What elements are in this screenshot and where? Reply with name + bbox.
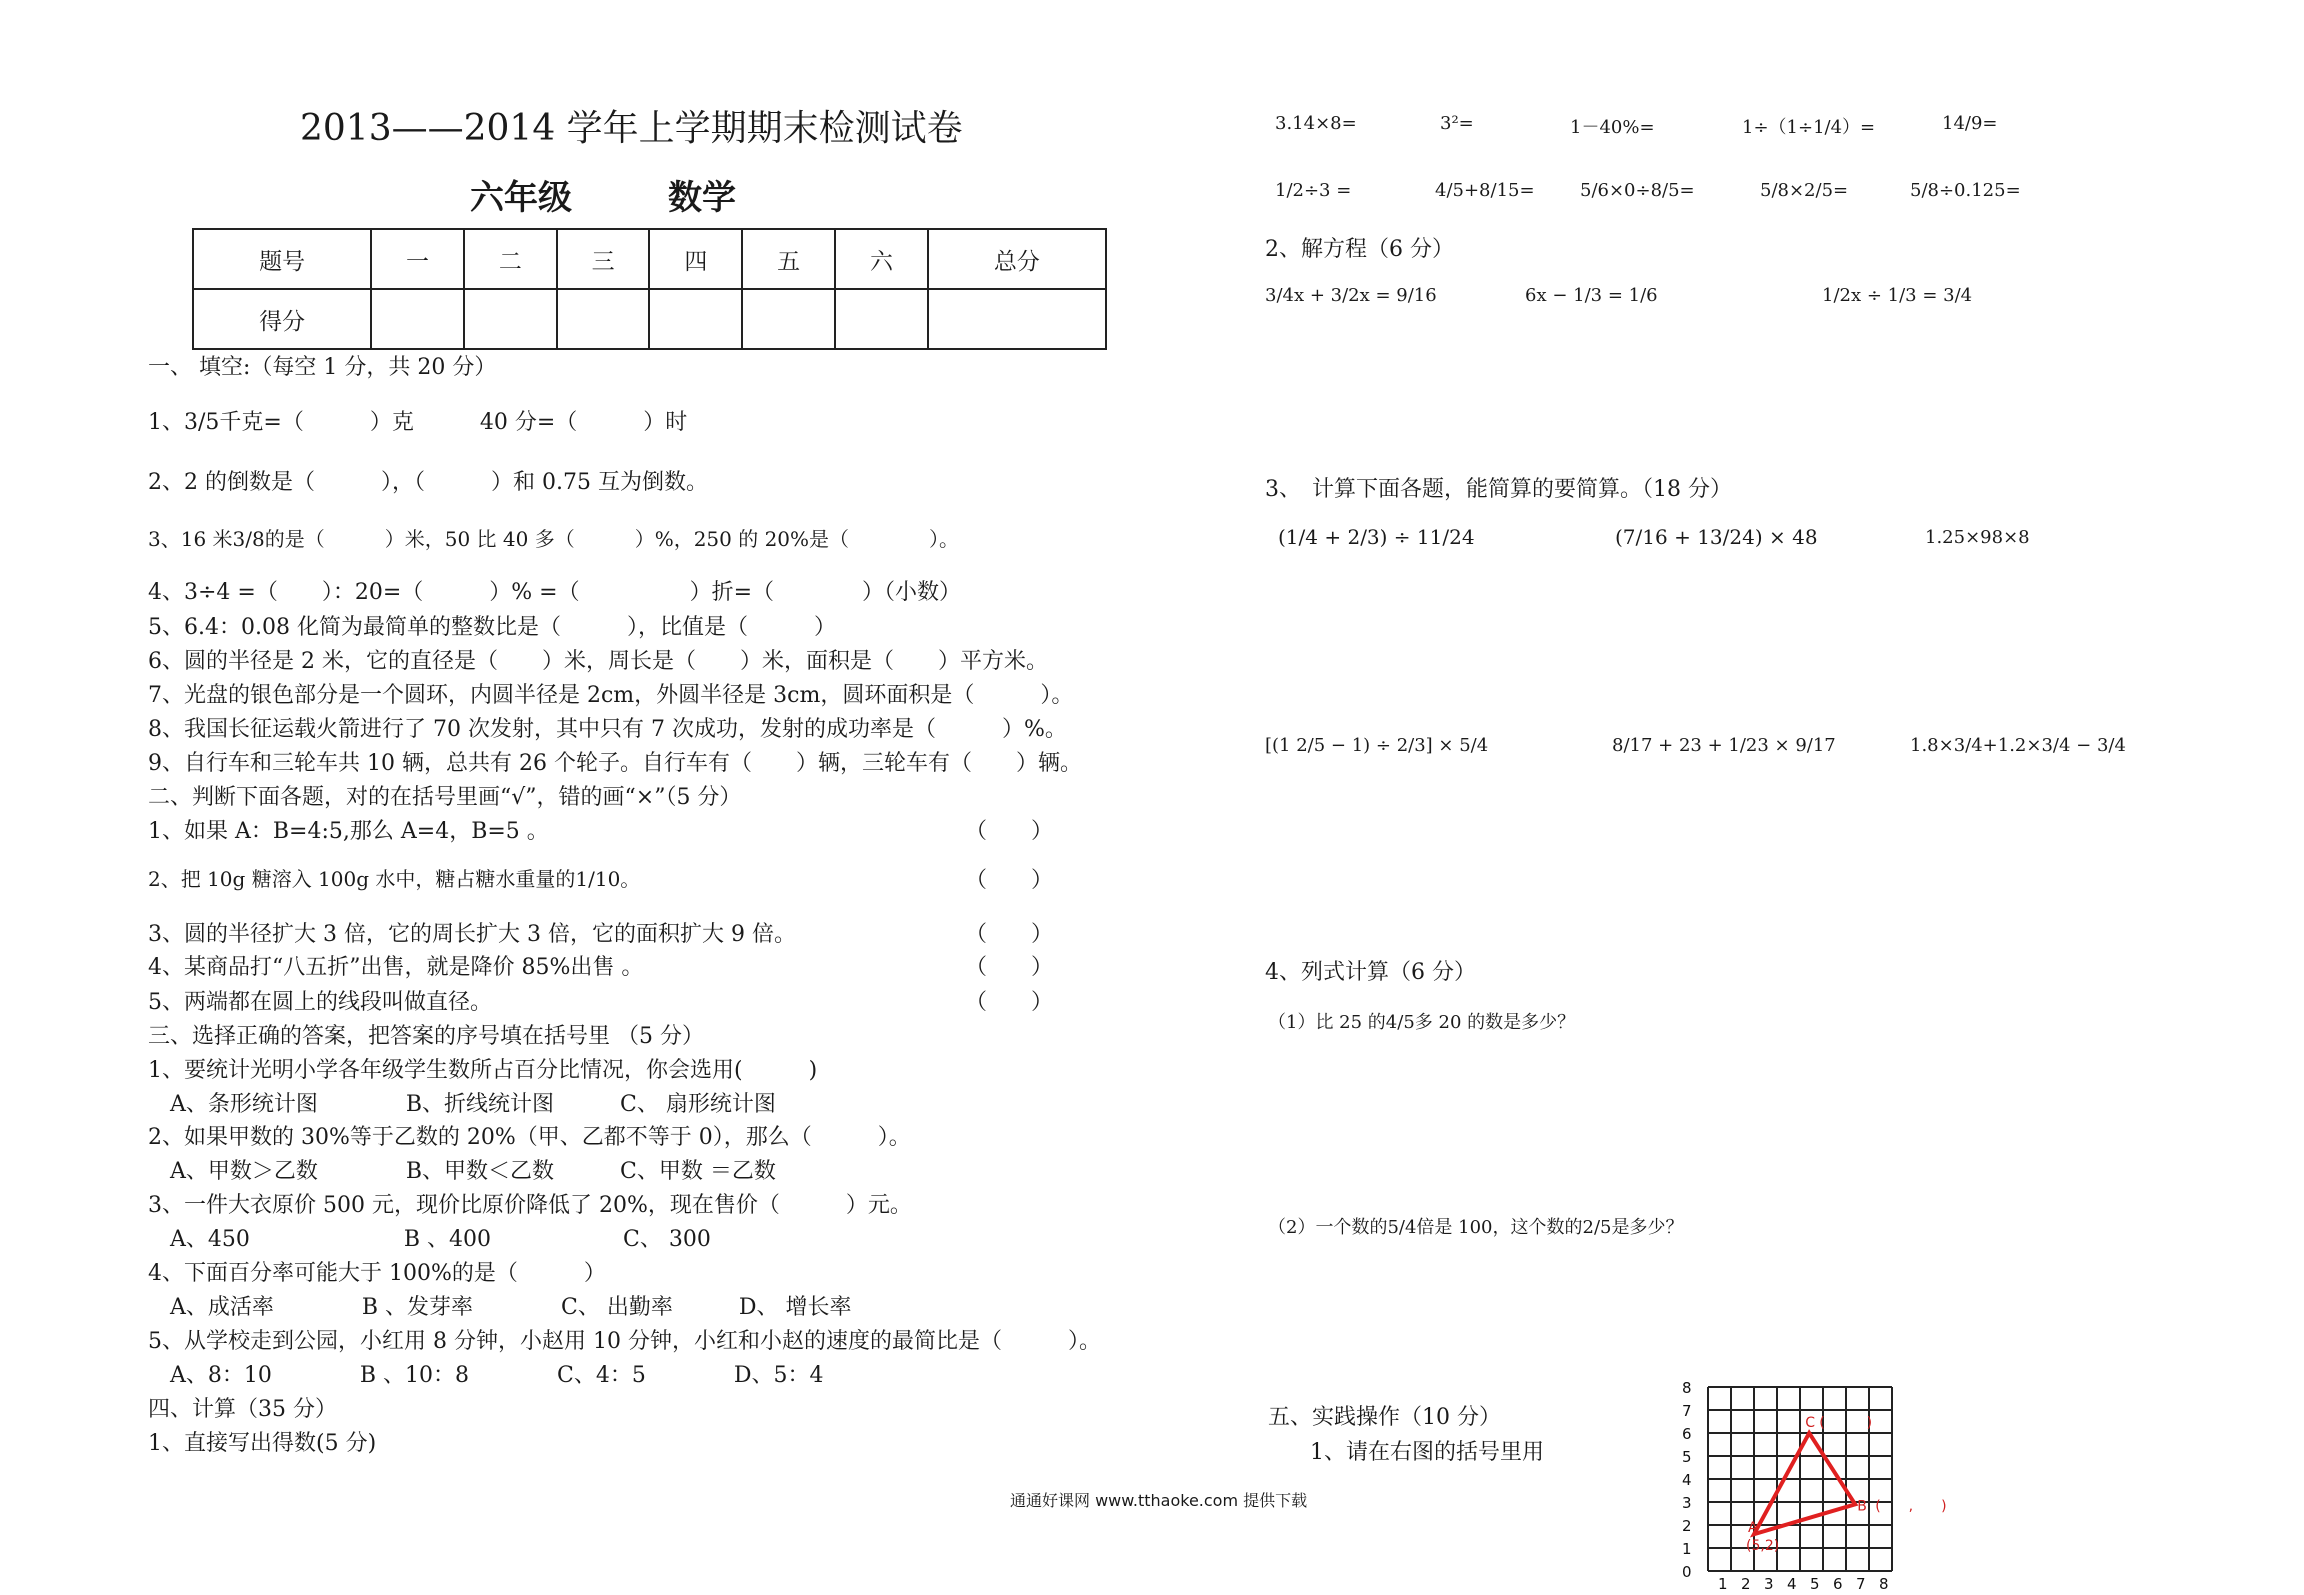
x-axis-tick-label: 7: [1855, 1575, 1866, 1590]
exam-title: 2013——2014 学年上学期期末检测试卷: [300, 108, 963, 149]
fill-q6: 6、圆的半径是 2 米，它的直径是（ ）米，周长是（ ）米，面积是（ ）平方米。: [148, 649, 1048, 674]
oral-calc: 1－40%=: [1570, 117, 1655, 138]
triangle-abc: [1754, 1433, 1855, 1534]
score-row-label: 得分: [193, 289, 371, 349]
oral-calc: 14/9=: [1942, 113, 1998, 134]
x-axis-tick-label: 3: [1763, 1575, 1774, 1590]
fill-q4: 4、3÷4 =（ ）：20=（ ）% =（ ）折=（ ）（小数）: [148, 580, 962, 605]
judge-answer-bracket[interactable]: （ ）: [965, 868, 1054, 893]
score-header-cell: 六: [835, 229, 928, 289]
score-cell[interactable]: [928, 289, 1106, 349]
choice-q2: 2、如果甲数的 30%等于乙数的 20%（甲、乙都不等于 0），那么（ ）。: [148, 1125, 911, 1150]
grade-label: 六年级: [470, 178, 572, 218]
subject-label: 数学: [668, 178, 736, 218]
choice-q5-options: A、8：10 B 、10：8 C、4：5 D、5：4: [170, 1363, 824, 1388]
score-header-cell: 五: [742, 229, 835, 289]
y-axis-tick-label: 5: [1682, 1448, 1692, 1466]
choice-q4-options: A、成活率 B 、发芽率 C、 出勤率 D、 增长率: [170, 1295, 852, 1320]
score-cell[interactable]: [742, 289, 835, 349]
calc-expression: 8/17 + 23 + 1/23 × 9/17: [1612, 735, 1836, 756]
equation: 6x − 1/3 = 1/6: [1525, 285, 1658, 306]
choice-q4: 4、下面百分率可能大于 100%的是（ ）: [148, 1261, 606, 1286]
calc-heading: 3、 计算下面各题，能简算的要简算。（18 分）: [1265, 477, 1732, 502]
practice-q1: 1、请在右图的括号里用: [1310, 1440, 1544, 1465]
calc-expression: 1.8×3/4+1.2×3/4 − 3/4: [1910, 735, 2126, 756]
judge-q2: 2、把 10g 糖溶入 100g 水中，糖占糖水重量的1/10。: [148, 867, 641, 891]
fill-q1: 1、3/5千克=（ ）克 40 分=（ ）时: [148, 410, 688, 435]
choice-q5: 5、从学校走到公园，小红用 8 分钟，小赵用 10 分钟，小红和小赵的速度的最简比是（ ）。: [148, 1329, 1101, 1354]
section-4-heading: 四、计算（35 分）: [148, 1397, 337, 1422]
word-problem-heading: 4、列式计算（6 分）: [1265, 960, 1476, 985]
fill-q9: 9、自行车和三轮车共 10 辆，总共有 26 个轮子。自行车有（ ）辆，三轮车有（ ）辆。: [148, 751, 1082, 776]
oral-calc: 5/8÷0.125=: [1910, 180, 2021, 201]
score-header-cell: 题号: [193, 229, 371, 289]
oral-calc: 4/5+8/15=: [1435, 180, 1535, 201]
score-table-header-row: [193, 229, 1106, 289]
fill-q2: 2、2 的倒数是（ ），（ ）和 0.75 互为倒数。: [148, 470, 708, 495]
section-1-heading: 一、 填空:（每空 1 分，共 20 分）: [148, 355, 497, 380]
fill-q8: 8、我国长征运载火箭进行了 70 次发射，其中只有 7 次成功，发射的成功率是（ ）%。: [148, 717, 1067, 742]
point-a-label: A: [1748, 1520, 1758, 1537]
judge-q1: 1、如果 A：B=4:5,那么 A=4，B=5 。: [148, 819, 549, 844]
score-cell[interactable]: [464, 289, 557, 349]
coordinate-grid: [1670, 1375, 2010, 1590]
judge-q3: 3、圆的半径扩大 3 倍，它的周长扩大 3 倍，它的面积扩大 9 倍。: [148, 922, 796, 947]
calc-expression: (1/4 + 2/3) ÷ 11/24: [1278, 525, 1475, 549]
judge-answer-bracket[interactable]: （ ）: [965, 819, 1054, 844]
point-b-label: B: [1857, 1498, 1867, 1515]
y-axis-tick-label: 1: [1682, 1540, 1692, 1558]
choice-q1: 1、要统计光明小学各年级学生数所占百分比情况，你会选用( ): [148, 1058, 818, 1083]
score-table-score-row: [193, 289, 1106, 349]
fill-q7: 7、光盘的银色部分是一个圆环，内圆半径是 2cm，外圆半径是 3cm，圆环面积是（ ）。: [148, 683, 1074, 708]
point-b-coordinate-blank[interactable]: ( , ): [1875, 1498, 1947, 1515]
choice-q3-options: A、450 B 、400 C、 300: [170, 1227, 711, 1252]
y-axis-tick-label: 7: [1682, 1402, 1692, 1420]
score-header-cell: 一: [371, 229, 464, 289]
choice-q2-options: A、甲数＞乙数 B、甲数＜乙数 C、甲数 ＝乙数: [170, 1159, 776, 1184]
word-problem-2: （2）一个数的5/4倍是 100，这个数的2/5是多少？: [1268, 1217, 1684, 1238]
x-axis-tick-label: 5: [1809, 1575, 1820, 1590]
score-cell[interactable]: [835, 289, 928, 349]
oral-calc: 1/2÷3 =: [1275, 180, 1352, 201]
point-c-label: C: [1805, 1415, 1815, 1431]
y-axis-tick-label: 6: [1682, 1425, 1692, 1443]
y-axis-tick-label: 8: [1682, 1379, 1692, 1397]
judge-answer-bracket[interactable]: （ ）: [965, 922, 1054, 947]
score-cell[interactable]: [557, 289, 650, 349]
calc-expression: (7/16 + 13/24) × 48: [1615, 525, 1818, 549]
x-axis-tick-label: 6: [1832, 1575, 1843, 1590]
oral-calc: 1÷（1÷1/4）=: [1742, 117, 1876, 138]
y-axis-tick-label: 4: [1682, 1471, 1692, 1489]
y-axis-tick-label: 2: [1682, 1517, 1692, 1535]
section-3-heading: 三、选择正确的答案，把答案的序号填在括号里 （5 分）: [148, 1024, 704, 1049]
x-axis-tick-label: 4: [1786, 1575, 1797, 1590]
calc-expression: [(1 2/5 − 1) ÷ 2/3] × 5/4: [1265, 735, 1489, 756]
section-4-q1: 1、直接写出得数(5 分): [148, 1431, 377, 1456]
x-axis-tick-label: 8: [1878, 1575, 1889, 1590]
oral-calc: 3.14×8=: [1275, 113, 1357, 134]
calc-expression: 1.25×98×8: [1925, 527, 2030, 548]
choice-q1-options: A、条形统计图 B、折线统计图 C、 扇形统计图: [170, 1092, 776, 1117]
score-header-cell: 四: [649, 229, 742, 289]
x-axis-tick-label: 2: [1740, 1575, 1751, 1590]
word-problem-1: （1）比 25 的4/5多 20 的数是多少？: [1268, 1012, 1576, 1033]
score-cell[interactable]: [371, 289, 464, 349]
fill-q3: 3、16 米3/8的是（ ）米，50 比 40 多（ ）%，250 的 20%是（ ）。: [148, 527, 960, 551]
practice-heading: 五、实践操作（10 分）: [1268, 1405, 1501, 1430]
x-axis-tick-label: 1: [1717, 1575, 1728, 1590]
footer-credit: 通通好课网 www.tthaoke.com 提供下载: [1010, 1491, 1308, 1510]
y-axis-tick-label: 3: [1682, 1494, 1692, 1512]
score-header-cell: 二: [464, 229, 557, 289]
score-table: [192, 228, 1107, 350]
score-header-cell: 总分: [928, 229, 1106, 289]
equation: 1/2x ÷ 1/3 = 3/4: [1822, 285, 1973, 306]
judge-q4: 4、某商品打“八五折”出售，就是降价 85%出售 。: [148, 955, 644, 980]
choice-q3: 3、一件大衣原价 500 元，现价比原价降低了 20%，现在售价（ ）元。: [148, 1193, 912, 1218]
point-c-coordinate-blank[interactable]: ( ): [1819, 1415, 1873, 1431]
equation: 3/4x + 3/2x = 9/16: [1265, 285, 1437, 306]
oral-calc: 5/8×2/5=: [1760, 180, 1849, 201]
oral-calc: 5/6×0÷8/5=: [1580, 180, 1695, 201]
judge-answer-bracket[interactable]: （ ）: [965, 955, 1054, 980]
y-axis-tick-label: 0: [1682, 1563, 1692, 1581]
judge-answer-bracket[interactable]: （ ）: [965, 990, 1054, 1015]
oral-calc: 3²=: [1440, 113, 1474, 134]
point-a-coordinate: (5,2): [1746, 1538, 1780, 1555]
section-2-heading: 二、判断下面各题，对的在括号里画“√”，错的画“×”（5 分）: [148, 785, 742, 810]
score-cell[interactable]: [649, 289, 742, 349]
fill-q5: 5、6.4：0.08 化简为最简单的整数比是（ ），比值是（ ）: [148, 615, 836, 640]
judge-q5: 5、两端都在圆上的线段叫做直径。: [148, 990, 492, 1015]
equations-heading: 2、解方程（6 分）: [1265, 237, 1454, 262]
score-header-cell: 三: [557, 229, 650, 289]
